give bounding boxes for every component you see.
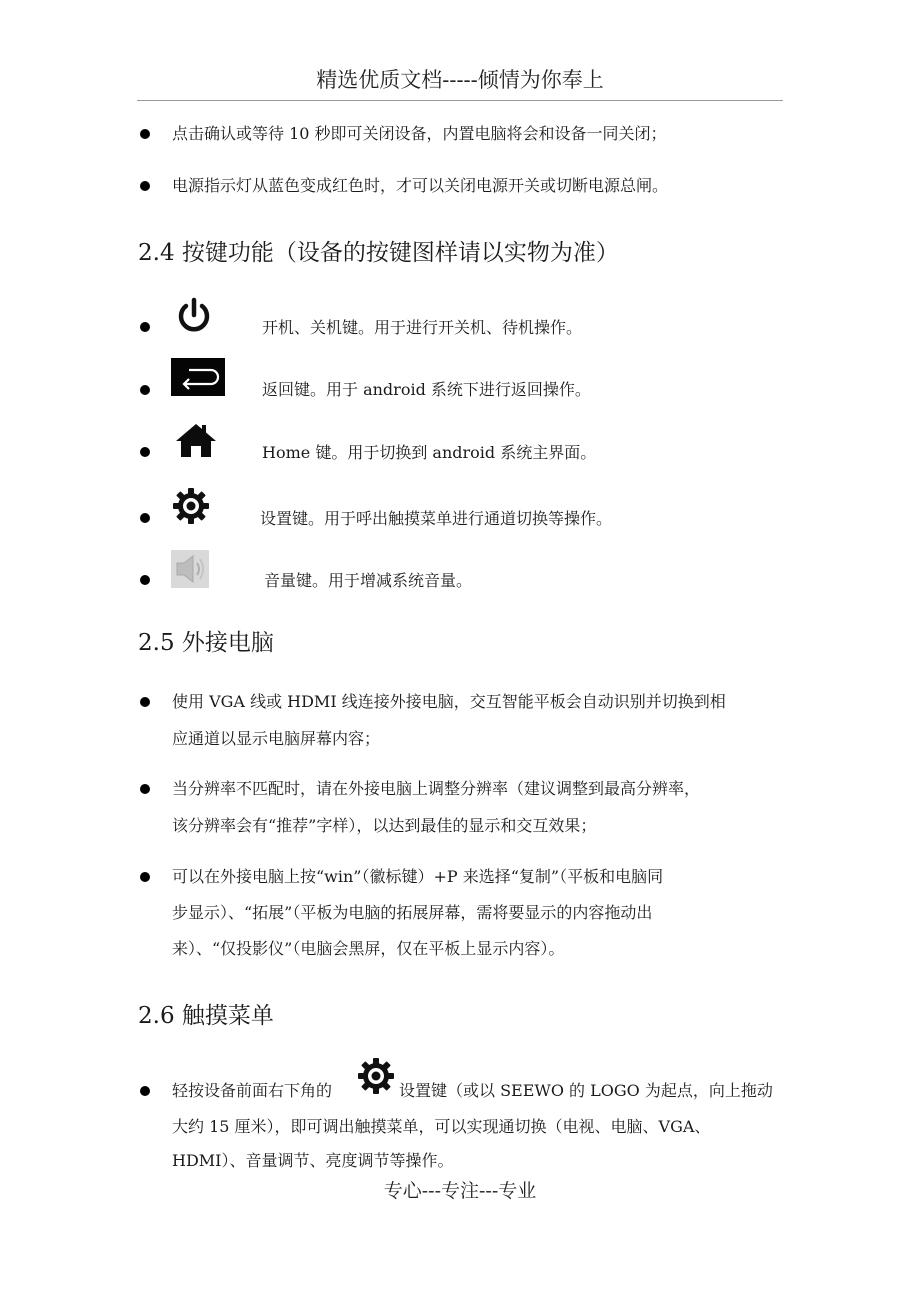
back-icon — [171, 358, 225, 396]
section-heading-2-4: 2.4 按键功能（设备的按键图样请以实物为准） — [138, 240, 619, 266]
bullet-dot — [140, 872, 150, 882]
touch-bullet-line-2: 大约 15 厘米），即可调出触摸菜单，可以实现通切换（电视、电脑、VGA、 — [172, 1117, 711, 1136]
touch-bullet-line-3: HDMI）、音量调节、亮度调节等操作。 — [172, 1151, 454, 1170]
home-icon — [175, 422, 217, 458]
bullet-dot — [140, 129, 150, 139]
pc-bullet-1-line-2: 应通道以显示电脑屏幕内容； — [172, 729, 381, 748]
pc-bullet-3-line-2: 步显示）、“拓展”（平板为电脑的拓展屏幕，需将要显示的内容拖动出 — [172, 903, 653, 922]
bullet-dot — [140, 697, 150, 707]
key-desc-gear: 设置键。用于呼出触摸菜单进行通道切换等操作。 — [260, 509, 613, 528]
bullet-dot — [140, 575, 150, 585]
key-desc-home: Home 键。用于切换到 android 系统主界面。 — [262, 443, 597, 462]
bullet-dot — [140, 385, 150, 395]
header-divider — [137, 100, 783, 101]
bullet-dot — [140, 1086, 150, 1096]
key-desc-back: 返回键。用于 android 系统下进行返回操作。 — [262, 380, 591, 399]
key-desc-speaker: 音量键。用于增减系统音量。 — [264, 571, 473, 590]
section-heading-2-5: 2.5 外接电脑 — [138, 630, 274, 656]
key-desc-power: 开机、关机键。用于进行开关机、待机操作。 — [262, 318, 583, 337]
pc-bullet-1-line-1: 使用 VGA 线或 HDMI 线连接外接电脑，交互智能平板会自动识别并切换到相 — [172, 692, 726, 711]
pc-bullet-3-line-3: 来）、“仅投影仪”（电脑会黑屏，仅在平板上显示内容）。 — [172, 939, 565, 958]
intro-bullet-2: 电源指示灯从蓝色变成红色时，才可以关闭电源开关或切断电源总闸。 — [172, 176, 669, 195]
pc-bullet-2-line-1: 当分辨率不匹配时，请在外接电脑上调整分辨率（建议调整到最高分辨率， — [172, 779, 701, 798]
speaker-icon — [171, 550, 209, 588]
bullet-dot — [140, 181, 150, 191]
power-icon — [174, 296, 214, 336]
gear-icon — [356, 1056, 396, 1096]
bullet-dot — [140, 513, 150, 523]
pc-bullet-3-line-1: 可以在外接电脑上按“win”（徽标键）+P 来选择“复制”（平板和电脑同 — [172, 867, 664, 886]
bullet-dot — [140, 784, 150, 794]
touch-bullet-line-1-end: 设置键（或以 SEEWO 的 LOGO 为起点，向上拖动 — [399, 1081, 773, 1100]
pc-bullet-2-line-2: 该分辨率会有“推荐”字样），以达到最佳的显示和交互效果； — [172, 816, 597, 835]
page-header: 精选优质文档-----倾情为你奉上 — [316, 68, 604, 92]
gear-icon — [171, 486, 211, 526]
intro-bullet-1: 点击确认或等待 10 秒即可关闭设备，内置电脑将会和设备一同关闭； — [172, 124, 667, 143]
section-heading-2-6: 2.6 触摸菜单 — [138, 1003, 274, 1029]
bullet-dot — [140, 447, 150, 457]
bullet-dot — [140, 322, 150, 332]
touch-bullet-line-1-start: 轻按设备前面右下角的 — [172, 1081, 333, 1100]
page-footer: 专心---专注---专业 — [383, 1180, 537, 1202]
